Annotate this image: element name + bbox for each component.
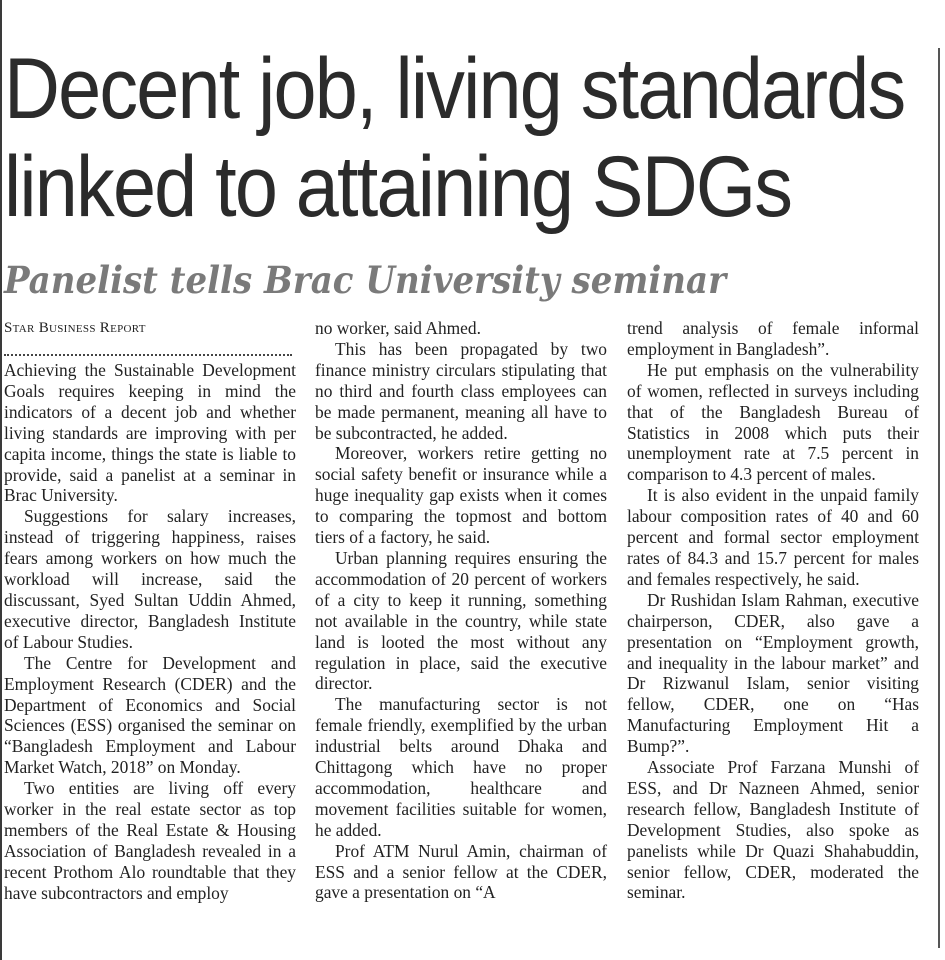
paragraph: Urban planning requires ensuring the accommodation of 20 percent of workers of a city to keep it running, something not available in the country, while state land is looted the most without any regulation in place, said the executive director. [315,547,607,694]
headline-line-2: linked to attaining SDGs [4,139,792,235]
paragraph: Dr Rushidan Islam Rahman, executive chairperson, CDER, also gave a presentation on “Employment growth, and inequality in the labour market” and Dr Rizwanul Islam, senior visiting fellow, CDER, one on “Has Manufacturing Employment Hit a Bump?”. [627,589,919,757]
paragraph: The Centre for Development and Employment Research (CDER) and the Department of Economics and Social Sciences (ESS) organised the seminar on “Bangladesh Employment and Labour Market Watch, 2018” on Monday. [4,652,296,778]
paragraph: Prof ATM Nurul Amin, chairman of ESS and a senior fellow at the CDER, gave a presentation on “A [315,840,607,903]
left-column-rule [0,0,2,960]
article-column-3 [627,318,919,903]
paragraph: Achieving the Sustainable Development Goals requires keeping in mind the indicators of a decent job and whether living standards are improving with per capita income, things the state is liable to provide, said a panelist at a seminar in Brac University. [4,360,296,506]
paragraph: It is also evident in the unpaid family labour composition rates of 40 and 60 percent and formal sector employment rates of 84.3 and 15.7 percent for males and females respectively, he said. [627,485,919,589]
byline: Star Business Report [4,320,146,336]
paragraph: The manufacturing sector is not female friendly, exemplified by the urban industrial belts around Dhaka and Chittagong which have no proper accommodation, healthcare and movement facilities suitable for women, he added. [315,694,607,840]
byline-dotted-divider [4,340,292,356]
paragraph: Associate Prof Farzana Munshi of ESS, and Dr Nazneen Ahmed, senior research fellow, Bangladesh Institute of Development Studies, also spoke as panelists while Dr Quazi Shahabuddin, senior fellow, CDER, moderated the seminar. [627,757,919,903]
subheadline: Panelist tells Brac University seminar [4,258,727,302]
paragraph: Suggestions for salary increases, instead of triggering happiness, raises fears among workers on how much the workload will increase, said the discussant, Syed Sultan Uddin Ahmed, executive director, Bangladesh Institute of Labour Studies. [4,506,296,652]
paragraph: Moreover, workers retire getting no social safety benefit or insurance while a huge inequality gap exists when it comes to comparing the topmost and bottom tiers of a factory, he said. [315,443,607,548]
paragraph: no worker, said Ahmed. [315,318,481,338]
article-column-1 [4,318,296,904]
article-column-2 [315,318,607,903]
paragraph: Two entities are living off every worker in the real estate sector as top members of the Real Estate & Housing Association of Bangladesh revealed in a recent Prothom Alo roundtable that they have subcontractors and employ [4,778,296,903]
right-column-rule [938,48,940,948]
headline [4,40,905,236]
paragraph: trend analysis of female informal employment in Bangladesh”. [627,318,919,359]
paragraph: This has been propagated by two finance ministry circulars stipulating that no third and fourth class employees can be made permanent, meaning all have to be subcontracted, he added. [315,338,607,443]
headline-line-1: Decent job, living standards [4,41,905,137]
paragraph: He put emphasis on the vulnerability of women, reflected in surveys including that of the Bangladesh Bureau of Statistics in 2008 which puts their unemployment rate at 7.5 percent in comparison to 4.3 percent of males. [627,359,919,485]
